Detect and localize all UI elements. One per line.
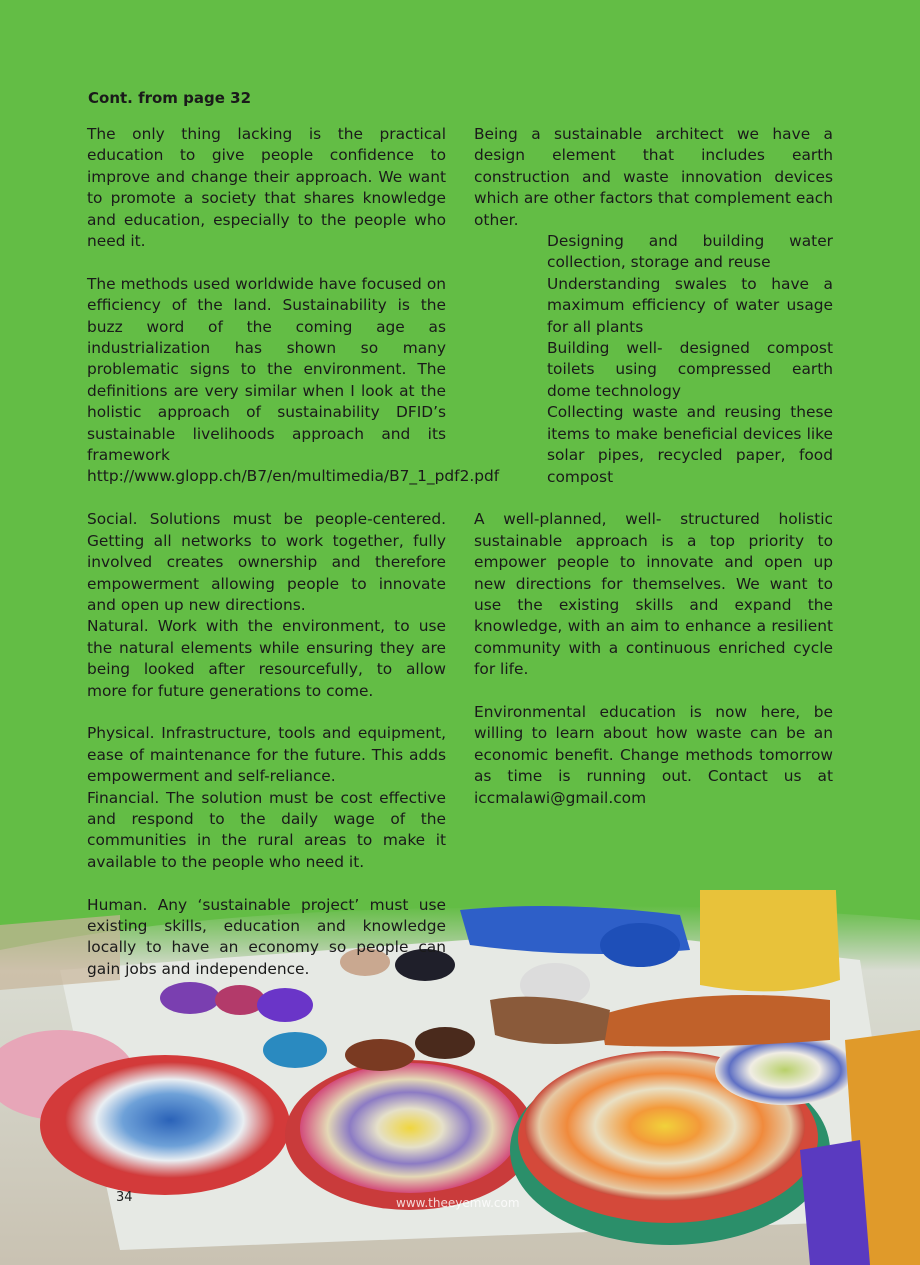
paragraph-natural: Natural. Work with the environment, to use the natural elements while ensuring they are being looked after resourcefully, to allow more for future generations to come.	[87, 617, 446, 700]
continued-from-label: Cont. from page 32	[88, 89, 252, 107]
list-item-text: Building well- designed compost toilets using compressed earth dome technology	[547, 339, 833, 400]
website-link[interactable]: www.theeyemw.com	[396, 1196, 520, 1210]
list-item-text: Understanding swales to have a maximum efficiency of water usage for all plants	[547, 274, 833, 336]
bullet-list	[474, 231, 833, 488]
paragraph-physical: Physical. Infrastructure, tools and equipment, ease of maintenance for the future. This adds empowerment and self-reliance.	[87, 724, 446, 786]
paragraph-human: Human. Any ‘sustainable project’ must use existing skills, education and knowledge locally to have an economy so people can gain jobs and independence.	[87, 895, 446, 978]
paragraph-methods: The methods used worldwide have focused on efficiency of the land. Sustainability is the buzz word of the coming age as industrialization has shown so many problematic signs to the environment. The definitions are very similar when I look at the holistic approach of sustainability DFID’s sustainable livelihoods approach and its framework http://www.glopp.ch/B7/en/multimedia/B7_1_pdf2.pdf	[87, 274, 500, 486]
list-item	[474, 338, 833, 402]
paragraph-financial: Financial. The solution must be cost effective and respond to the daily wage of the communities in the rural areas to make it available to the people who need it.	[87, 788, 446, 871]
list-item-text: Designing and building water collection, storage and reuse	[547, 232, 833, 272]
list-item	[474, 274, 833, 338]
right-column	[474, 124, 833, 809]
paragraph-social: Social. Solutions must be people-centered. Getting all networks to work together, fully involved creates ownership and therefore empowerment allowing people to innovate and open up new directions.	[87, 510, 446, 614]
list-item	[474, 231, 833, 274]
list-item-text: Collecting waste and reusing these items to make beneficial devices like solar pipes, recycled paper, food compost	[547, 403, 833, 486]
page-number: 34	[116, 1190, 133, 1205]
paragraph-holistic: A well-planned, well- structured holistic sustainable approach is a top priority to empower people to innovate and open up new directions for themselves. We want to use the existing skills and expand the knowledge, with an aim to enhance a resilient community with a continuous enriched cycle for life.	[474, 510, 833, 679]
paragraph-contact: Environmental education is now here, be willing to learn about how waste can be an economic benefit. Change methods tomorrow as time is running out. Contact us at iccmalawi@gmail.com	[474, 702, 833, 807]
paragraph-architect: Being a sustainable architect we have a design element that includes earth construction and waste innovation devices which are other factors that complement each other.	[474, 125, 833, 229]
list-item	[474, 402, 833, 488]
paragraph-intro: The only thing lacking is the practical education to give people confidence to improve and change their approach. We want to promote a society that shares knowledge and education, especially to the people who need it.	[87, 125, 446, 251]
left-column	[87, 124, 500, 980]
